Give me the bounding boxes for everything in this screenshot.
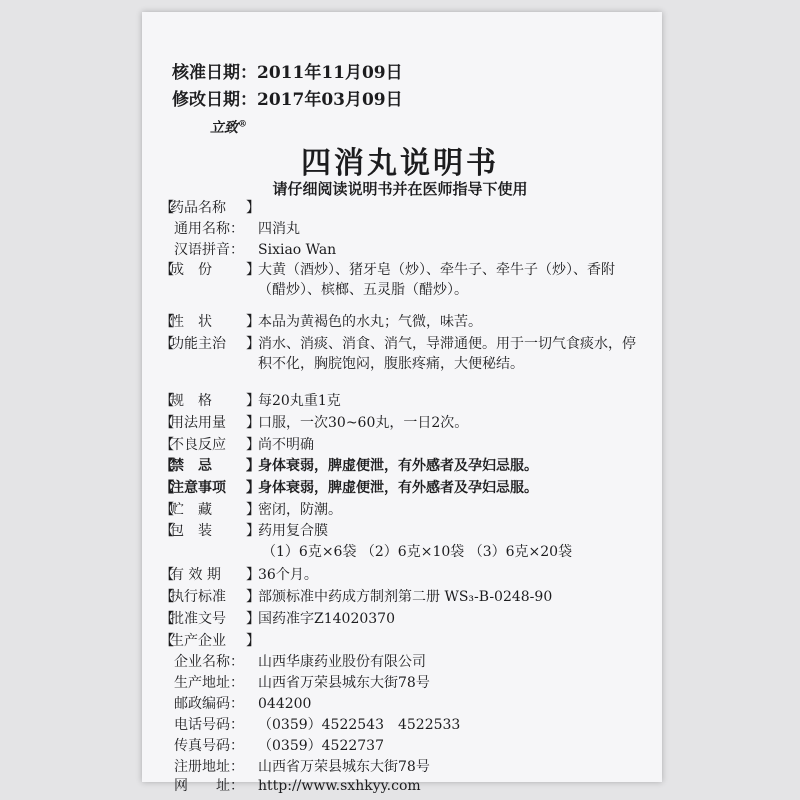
- generic-name-label: 通用名称：: [174, 221, 244, 237]
- website-label: 网 址：: [174, 778, 244, 794]
- adverse-value: 尚不明确: [258, 437, 314, 453]
- section-label: 【 贮 藏 】: [160, 502, 260, 518]
- postcode-label: 邮政编码：: [174, 696, 244, 712]
- indications-value: 消水、消痰、消食、消气，导滞通便。用于一切气食痰水，停积不化，胸脘饱闷，腹胀疼痛，大便秘结。: [258, 336, 636, 372]
- precautions-value: 身体衰弱，脾虚便泄，有外感者及孕妇忌服。: [258, 480, 538, 496]
- revision-date: 修改日期：2017年03月09日: [172, 90, 403, 110]
- section-label: 【 批准文号 】: [160, 611, 260, 627]
- section-label: 【 禁 忌 】: [160, 458, 260, 474]
- section-label: 【 成 份 】: [160, 262, 260, 278]
- company-name-value: 山西华康药业股份有限公司: [258, 654, 426, 670]
- registered-mark: ®: [238, 119, 247, 130]
- character-value: 本品为黄褐色的水丸；气微，味苦。: [258, 314, 482, 330]
- company-address-value: 山西省万荣县城东大街78号: [258, 675, 430, 691]
- section-label: 【 执行标准 】: [160, 589, 260, 605]
- fax-label: 传真号码：: [174, 738, 244, 754]
- validity-value: 36个月。: [258, 567, 318, 583]
- contraindications-value: 身体衰弱，脾虚便泄，有外感者及孕妇忌服。: [258, 458, 538, 474]
- generic-name-value: 四消丸: [258, 221, 300, 237]
- section-label: 【 生产企业 】: [160, 633, 260, 649]
- section-label: 【 规 格 】: [160, 393, 260, 409]
- section-label: 【 注意事项 】: [160, 480, 260, 496]
- section-label: 【 包 装 】: [160, 523, 260, 539]
- fax-value: （0359）4522737: [258, 738, 384, 754]
- brand-name: 立致: [210, 120, 238, 136]
- section-label: 【 性 状 】: [160, 314, 260, 330]
- company-address-label: 生产地址：: [174, 675, 244, 691]
- document-subtitle: 请仔细阅读说明书并在医师指导下使用: [272, 180, 528, 198]
- section-label: 【 用法用量 】: [160, 415, 260, 431]
- section-label: 【 有 效 期 】: [160, 567, 260, 583]
- phone-value: （0359）4522543 4522533: [258, 717, 461, 733]
- phone-label: 电话号码：: [174, 717, 244, 733]
- approval-number-value: 国药准字Z14020370: [258, 611, 395, 627]
- storage-value: 密闭，防潮。: [258, 502, 342, 518]
- section-label: 【 功能主治 】: [160, 336, 260, 352]
- brand-logo: [210, 117, 247, 137]
- package-options: （1）6克×6袋 （2）6克×10袋 （3）6克×20袋: [262, 544, 573, 560]
- dosage-value: 口服，一次30~60丸，一日2次。: [258, 415, 469, 431]
- pinyin-value: Sixiao Wan: [258, 242, 337, 258]
- document-title: 四消丸说明书: [301, 146, 499, 181]
- company-name-label: 企业名称：: [174, 654, 244, 670]
- package-value: 药用复合膜: [258, 523, 328, 539]
- approval-date: 核准日期：2011年11月09日: [172, 63, 403, 83]
- postcode-value: 044200: [258, 696, 312, 712]
- reg-address-label: 注册地址：: [174, 759, 244, 775]
- specification-value: 每20丸重1克: [258, 393, 341, 409]
- website-value[interactable]: http://www.sxhkyy.com: [258, 778, 421, 794]
- section-label: 【 不良反应 】: [160, 437, 260, 453]
- composition-value: 大黄（酒炒）、猪牙皂（炒）、牵牛子、牵牛子（炒）、香附（醋炒）、槟榔、五灵脂（醋炒）。: [258, 262, 615, 298]
- pinyin-label: 汉语拼音：: [174, 242, 244, 258]
- reg-address-value: 山西省万荣县城东大街78号: [258, 759, 430, 775]
- section-label: 【 药品名称 】: [160, 200, 260, 216]
- standard-value: 部颁标准中药成方制剂第二册 WS₃-B-0248-90: [258, 589, 553, 605]
